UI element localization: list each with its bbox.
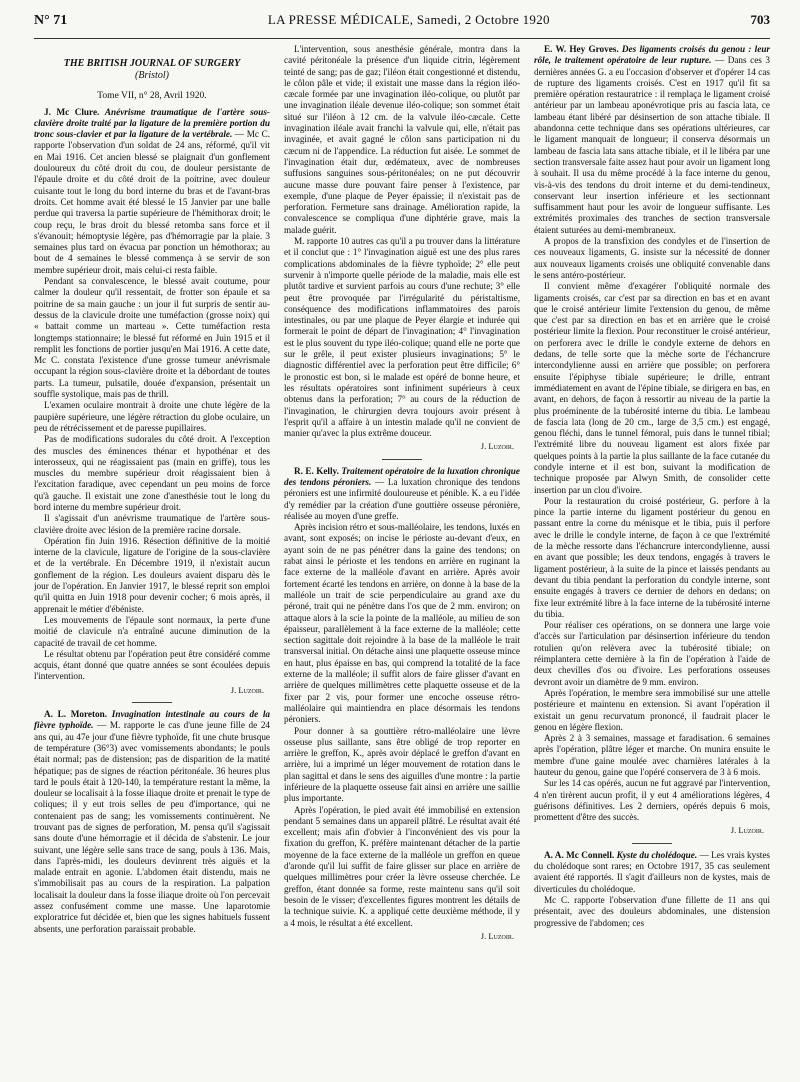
article-paragraph: Pour donner à sa gouttière rétro-malléolaire une lèvre osseuse plus saillante, sans être obligé de trop reporter en arrière le greffon, K., après avoir déplacé le greffon d'avant en arrière, lui a imprimé un léger mouvement de rotation dans le plan sagittal et dans le sens des aiguilles d'une montre : la partie inférieure de la plaquette osseuse fait ainsi en arrière une saillie plus importante. — [284, 725, 520, 804]
article-paragraph: Pendant sa convalescence, le blessé avait coutume, pour calmer la douleur qu'il ressentait, de frotter son épaule et sa poitrine de sa main gauche : un jour il fut surpris de sentir au-dessus de la clavicule droite une tuméfaction (grosse noix) qui « battait comme un marteau ». Cette tuméfaction resta longtemps stationnaire; le blessé fut réformé en Juin 1915 et il remplit les fonctions de portier jusqu'en Mai 1916. A cette date, Mc C. constata l'existence d'une grosse tumeur anévrismale occupant la région sous-clavière droite et la débordant de toutes parts. La tumeur, pulsatile, douée d'expansion, présentait un souffle systolique, mais pas de thrill. — [34, 276, 270, 400]
article-signature: J. Luzoir. — [230, 684, 264, 695]
article-separator — [132, 702, 172, 703]
columns — [34, 44, 770, 1074]
article-paragraph: Pour la restauration du croisé postérieur, G. perfore à la pince la partie interne du ligament postérieur du genou en passant entre la corne du ménisque et le tibia, puis il perfore avec le drille le condyle interne, de façon à ce que l'extrémité de la mèche ressorte dans l'échancrure intercondylienne, aussi en avant que possible; les deux tendons, engagés à travers le ligament postérieur, à la suite de la pince et laissés pendants au devant du tibia pendant la perforation du condyle interne, sont ensuite engagés à travers ce dernier de dehors en dedans; on fixe leur extrémité libre à la face interne de la tubérosité interne du tibia. — [534, 495, 770, 619]
article-signature: J. Luzoir. — [730, 825, 764, 836]
column-3 — [534, 44, 770, 1074]
article-paragraph: L'examen oculaire montrait à droite une chute légère de la paupière supérieure, une légère rétraction du globe oculaire, un peu de rétrécissement et de paresse pupillaires. — [34, 400, 270, 433]
article-title: Invagination intestinale au cours de la fièvre typhoïde. — [34, 709, 270, 731]
article-paragraph: M. rapporte 10 autres cas qu'il a pu trouver dans la littérature et il conclut que : 1° l'invagination aiguë est une des plus rares complications abdominales de la fièvre typhoïde; 2° elle peut survenir à n'importe quelle période de la maladie, mais elle est plutôt tardive et survient parfois au cours d'une rechute; 3° elle peut être provoquée par l'irrégularité du péristaltisme, conséquence des modifications inflammatoires des parois intestinales, ou par une plaque de Peyer élargie et indurée qui formerait le point de départ de l'invagination; 4° l'invagination est le plus souvent du type iléo-colique; quand elle ne porte que sur le grêle, il peut exister plusieurs invaginations; 5° le diagnostic différentiel avec la perforation peut être difficile; 6° le pronostic est bon, si le malade est opéré de bonne heure, et les résultats opératoires sont infiniment supérieurs à ceux obtenus dans la perforation; 7° au cours de la réduction de l'invagination, le chirurgien devra toujours avoir présent à l'esprit qu'il a affaire à un intestin malade qu'il ne convient de manier qu'avec la plus extrême douceur. — [284, 236, 520, 439]
article-paragraph: Le résultat obtenu par l'opération peut être considéré comme acquis, étant donné que quatre années se sont écoulées depuis l'intervention. — [34, 648, 270, 682]
article-paragraph: Pas de modifications sudorales du côté droit. A l'exception des muscles des éminences thénar et hypothénar et des interosseux, qui ne réagissaient pas (main en griffe), tous les muscles du membre supérieur droit réagissaient bien à l'excitation faradique, avec cependant un peu moins de force qu'à gauche. Il existait une zone d'anesthésie tout le long du bord interne du membre supérieur droit. — [34, 434, 270, 512]
column-2 — [284, 44, 520, 1074]
article-paragraph: L'intervention, sous anesthésie générale, montra dans la cavité péritonéale la présence d'un liquide citrin, légèrement teinté de sang; pas de gaz; l'iléon était congestionné et distendu, le côlon pâle et vide; il existait une masse dans la région iléo-cæcale formée par une invagination iléo-colique, ou plutôt par une invagination iléale devenue iléo-colique; son sommet était situé sur l'iléon à 12 cm. de la valvule iléo-cæcale. Cette invagination iléale avait franchi la valvule qui, elle, n'était pas invaginée, et avait gagné le côlon sans participation ni du cæcum ni de l'appendice. La réduction fut aisée. Le sommet de l'invagination était dur, œdémateux, avec de nombreuses suffusions sanguines sous-péritonéales; on ne put découvrir aucune masse dure pouvant faire penser à l'existence, par exemple, d'une plaque de Peyer épaissie; il n'existait pas de perforation. Fermeture sans drainage. Amélioration rapide, la convalescence se compliqua d'une diphtérie grave, mais la malade guérit. — [284, 44, 520, 235]
journal-name: THE BRITISH JOURNAL OF SURGERY — [63, 58, 241, 69]
article-text: — M. rapporte le cas d'une jeune fille de 24 ans qui, au 47e jour d'une fièvre typhoïde, fit une chute brusque de température (36°3) avec vomissements abondants; le pouls était normal; pas de distension; pas de disparition de la matité hépatique; pas de signes de réaction péritonéale. 36 heures plus tard le pouls était à 120-140, la température restant la même, la douleur se localisait à la fosse iliaque droite et prenait le type de coliques; il y eut trois selles de peu d'importance, qui ne contenaient pas de sang; les vomissements continuèrent. Ne trouvant pas de signes de perforation, M. pensa qu'il s'agissait sans doute d'une hémorragie et il décida de s'abstenir. Le jour suivant, une légère selle sans trace de sang, pouls à 136. Mais, dans l'après-midi, les douleurs devinrent très aiguës et la malade entrait en agonie. L'abdomen était distendu, mais ne s'immobilisait pas au cours de la respiration. La palpation localisait la douleur dans la fosse iliaque droite où l'on percevait assez confusément comme une masse. Une laparotomie exploratrice fut décidée et, bien que les signes habituels fussent absents, une perforation paraissait probable. — [34, 720, 270, 934]
article-paragraph — [534, 44, 770, 236]
article-paragraph: Il convient même d'exagérer l'obliquité normale des ligaments croisés, car c'est par sa direction en bas et en avant que le croisé antérieur limite l'extension du genou, de même que c'est par sa direction en bas et en arrière que le croisé postérieur limite la flexion. Pour reconstituer le croisé antérieur, on perforera avec le drille le condyle externe de dehors en dedans, de telle sorte que la mèche sorte de l'échancrure intercondylienne aussi en arrière que possible; on perforera ensuite l'épiphyse tibiale supérieure; le drille, entrant immédiatement en avant de l'épine tibiale, se dirigera en bas, en avant, en dehors, de façon à ressortir au niveau de la partie la plus proéminente de la tubérosité interne du tibia. Le lambeau de fascia lata (long de 20 cm., large de 3,5 cm.) est engagé, genou fléchi, dans le tunnel fémoral, puis dans le tunnel tibial; l'extrémité libre du nouveau ligament est alors fixée par quelques points à la partie la plus saillante de la face cutanée du condyle interne et il est bon, suivant la modification de technique proposée par Alwyn Smith, de consolider cette insertion par un clou d'ivoire. — [534, 281, 770, 495]
article-title: Traitement opératoire de la luxation chronique des tendons péroniers. — [284, 465, 520, 487]
journal-tome: Tome VII, n° 28, Avril 1920. — [97, 91, 207, 102]
page-number: 703 — [750, 12, 770, 27]
article-author: R. E. Kelly. — [294, 465, 339, 476]
article-title: Des ligaments croisés du genou : leur rôle, le traitement opératoire de leur rupture. — [534, 44, 770, 66]
article-paragraph: Sur les 14 cas opérés, aucun ne fut aggravé par l'intervention, 4 n'en tirèrent aucun profit, il y eut 4 améliorations légères, 4 guérisons définitives. Les 2 derniers, opérés depuis 6 mois, promettent d'être des succès. — [534, 778, 770, 823]
article-paragraph: A propos de la transfixion des condyles et de l'insertion de ces nouveaux ligaments, G. insiste sur la nécessité de donner aux nouveaux ligaments croisés une obliquité convenable dans le sens antéro-postérieur. — [534, 236, 770, 280]
article-author: E. W. Hey Groves. — [544, 44, 619, 54]
article-title: Anévrisme traumatique de l'artère sous-clavière droite traité par la ligature de la première portion du tronc sous-clavier et par la ligature de la vertébrale. — [34, 106, 270, 140]
article-paragraph: Après 2 à 3 semaines, massage et faradisation. 6 semaines après l'opération, plâtre léger et marche. On munira ensuite le membre d'une gaine moulée avec charnières latérales à la hauteur du genou, gaine que l'opéré conservera de 3 à 6 mois. — [534, 733, 770, 777]
article-author: A. L. Moreton. — [44, 709, 108, 720]
article-paragraph: Les mouvements de l'épaule sont normaux, la perte d'une moitié de clavicule n'a entraîné aucune diminution de la capacité de travail de cet homme. — [34, 614, 270, 648]
page-header — [34, 12, 770, 34]
article-paragraph: Après l'opération, le pied avait été immobilisé en extension pendant 5 semaines dans un appareil plâtré. Le résultat avait été excellent; mais afin d'obvier à l'inconvénient des vis pour la fixation du greffon, K. préfère maintenant détacher de la partie moyenne de la face externe de la malléole un greffon en queue d'aronde qu'il lui suffit de faire glisser sur place en arrière de quelques millimètres pour créer la lèvre osseuse cherchée. Le greffon, étant donnée sa forme, reste maintenu sans qu'il soit besoin de le visser; d'excellentes figures montrent les détails de la technique suivie. K. a appliqué cette deuxième méthode, il y a 4 mois, le résultat a été excellent. — [284, 804, 520, 928]
article-author: J. Mc Clure. — [44, 106, 100, 117]
article-paragraph — [534, 850, 770, 895]
article-separator — [632, 843, 672, 844]
article-text: — Les vrais kystes du cholédoque sont rares; en Octobre 1917, 35 cas seulement avaient été rapportés. Il s'agit d'ailleurs non de kystes, mais de diverticules du cholédoque. — [534, 849, 770, 894]
article-signature: J. Luzoir. — [480, 930, 514, 941]
article-paragraph — [34, 709, 270, 935]
article-paragraph — [284, 466, 520, 522]
article-text: — Dans ces 3 dernières années G. a eu l'occasion d'observer et d'opérer 14 cas de rupture des ligaments croisés. C'est en 1917 qu'il fit sa première opération restauratrice : il remplaça le ligament croisé antérieur par un lambeau aponévrotique pris au fascia lata, ce lambeau étant libéré par désinsertion de son attache tibiale. Il abandonna cette technique dans ses opérations ultérieures, car le ligament manquait de longueur; il conserva désormais un lambeau de fascia lata sans attache tibiale, et il le libéra par une section transversale faite assez haut pour avoir un ligament long à souhait. Il usa du même procédé à la face interne du genou, vis-à-vis des tendons du droit interne et du demi-tendineux, conservant leur insertion inférieure et les sectionnant suffisamment haut pour les avoir de longueur suffisante. Les extrémités proximales des tranches de section transversale étaient suturées au demi-membraneux. — [534, 55, 770, 235]
article-author: A. A. Mc Connell. — [544, 849, 615, 860]
article-paragraph: Après incision rétro et sous-malléolaire, les tendons, luxés en avant, sont exposés; on incise le périoste au-devant d'eux, en ayant soin de ne pas pénétrer dans la gaine des tendons; on rabat ainsi le périoste et les tendons en arrière en ruginant la face externe de la malléole d'avant en arrière. Après avoir fortement écarté les tendons en arrière, on donne à la base de la malléole un trait de scie perpendiculaire au grand axe du péroné, trait qui ne pénètre dans l'os que de 2 mm. environ; on attaque alors à la scie la pointe de la malléole, au milieu de son épaisseur, parallèlement à la face externe de la malléole; cette section sagittale doit rejoindre à la base de la malléole le trait transversal initial. On détache ainsi une plaquette osseuse mince en haut, plus épaisse en bas, qui comprend la totalité de la face externe de la malléole; il suffit alors de faire glisser d'avant en arrière de quelques millimètres cette plaquette osseuse et de la fixer par 2 vis, pour former une encoche osseuse rétro-malléolaire qui maintiendra en place désormais les tendons péroniers. — [284, 522, 520, 725]
article-signature: J. Luzoir. — [480, 441, 514, 452]
article-title: Kyste du cholédoque. — [616, 849, 698, 860]
journal-header-title: LA PRESSE MÉDICALE, Samedi, 2 Octobre 1920 — [267, 12, 550, 27]
article-paragraph: Pour réaliser ces opérations, on se donnera une large voie d'accès sur l'articulation par désinsertion inférieure du tendon rotulien qu'on relèvera avec la tubérosité tibiale; on réimplantera cette dernière à la fin de l'opération à l'aide de deux chevilles d'os ou d'ivoire. Les perforations osseuses devront avoir un diamètre de 9 mm. environ. — [534, 620, 770, 687]
header-rule — [34, 38, 770, 39]
article-paragraph: Opération fin Juin 1916. Résection définitive de la moitié interne de la clavicule, ligature de l'origine de la sous-clavière et de la vertébrale. En Décembre 1919, il n'existait aucun gonflement de la région. Les douleurs avaient disparu dès le jour de l'opération. En Janvier 1917, le blessé reprit son emploi qu'il quitta en Juin 1918 pour devenir cocher; 6 mois après, il apprenait le métier d'ébéniste. — [34, 535, 270, 614]
journal-city: (Bristol) — [135, 70, 169, 81]
column-1 — [34, 44, 270, 1074]
article-paragraph — [34, 107, 270, 276]
article-paragraph: Mc C. rapporte l'observation d'une fillette de 11 ans qui présentait, avec des douleurs abdominales, une distension progressive de l'abdomen; ces — [534, 894, 770, 928]
issue-number: N° 71 — [34, 13, 68, 28]
article-text: — Mc C. rapporte l'observation d'un soldat de 24 ans, réformé, qu'il vit en Mai 1916. Cet ancien blessé se plaignait d'un gonflement douloureux du côté droit du cou, de douleur persistante de l'épaule droite et du côté droit de la poitrine, avec douleur cuisante tout le long du bord interne du bras et de l'avant-bras droits. Cet homme avait été blessé le 15 Janvier par une balle perdue qui traversa la partie supérieure de l'hémithorax droit; le coup reçu, le bras droit du blessé retomba sans force et il s'évanouit; hémoptysie légère, pas d'hémorragie par la plaie. 3 semaines plus tard on évacua par ponction un hémothorax; au bout de 4 semaines le blessé commença à se servir de son membre supérieur droit, mais celui-ci resta faible. — [34, 129, 270, 275]
article-separator — [382, 459, 422, 460]
article-paragraph: Il s'agissait d'un anévrisme traumatique de l'artère sous-clavière droite avec lésion de la première racine dorsale. — [34, 513, 270, 535]
article-text: — La luxation chronique des tendons péroniers est une infirmité douloureuse et pénible. K. a eu l'idée d'y remédier par la création d'une gouttière osseuse péronière, réalisée au moyen d'une greffe. — [284, 476, 520, 521]
article-paragraph: Après l'opération, le membre sera immobilisé sur une attelle postérieure et maintenu en extension. Si avant l'opération il existait un genu recurvatum prononcé, il faudrait placer le genou en légère flexion. — [534, 687, 770, 732]
